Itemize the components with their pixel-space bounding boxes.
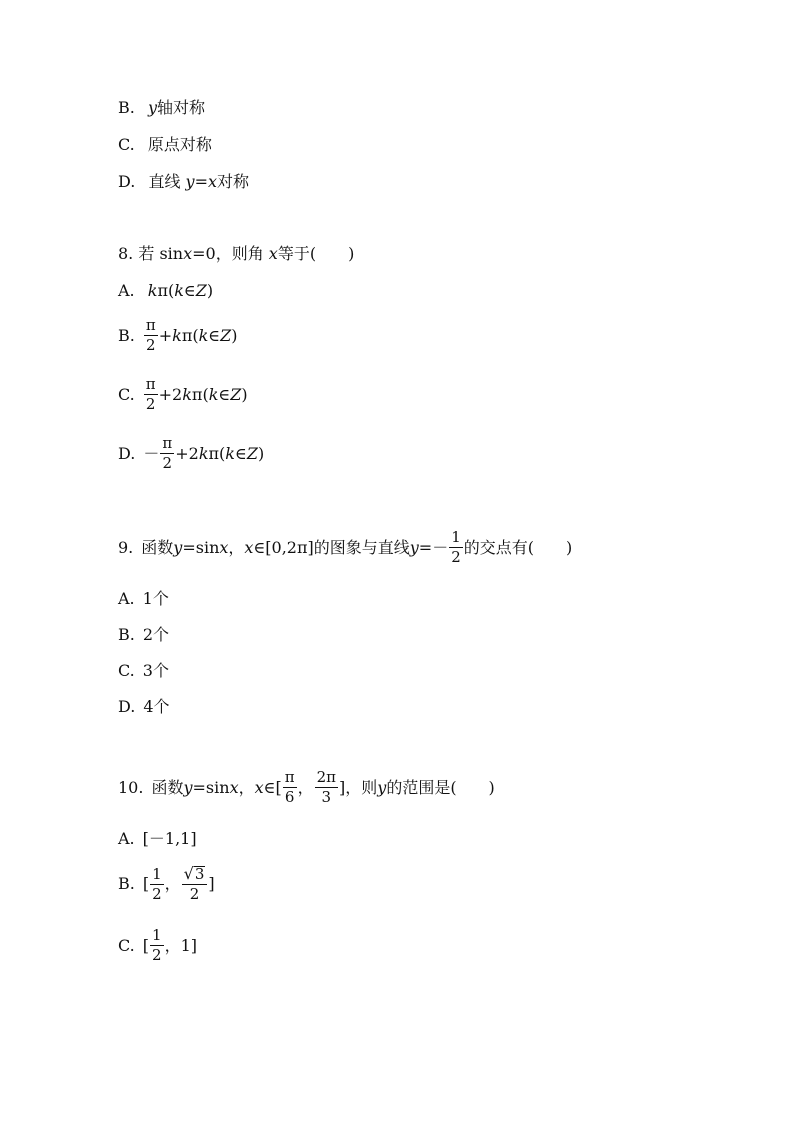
math-var: y (173, 537, 183, 557)
option-label: C. (118, 661, 135, 680)
math-op: +2 (158, 384, 183, 404)
q10-option-c (118, 928, 197, 963)
q9-option-c (118, 661, 169, 681)
math-in: ∈ (218, 384, 231, 404)
math-var: x (254, 777, 264, 797)
q8-stem (118, 244, 354, 264)
math-var: x (183, 244, 193, 263)
q8-option-b (118, 318, 238, 353)
option-label: A. (118, 829, 135, 848)
math-text: [ (142, 874, 150, 893)
math-pi: π (208, 443, 220, 463)
frac-num: 1 (152, 864, 162, 883)
math-paren: ) (206, 281, 214, 300)
math-var: y (377, 777, 387, 797)
math-text: ， (164, 874, 181, 893)
option-label: D. (118, 443, 136, 463)
option-label: B. (118, 98, 135, 117)
math-var: y (185, 172, 195, 191)
math-var: k (174, 281, 184, 300)
math-var: k (182, 384, 192, 404)
option-text: 直线 (148, 172, 181, 191)
option-label: B. (118, 625, 135, 644)
q7-option-b (118, 98, 205, 118)
math-set: Z (230, 384, 242, 404)
fraction (315, 770, 338, 805)
frac-num: π (145, 375, 156, 393)
frac-den: 2 (152, 884, 162, 903)
math-text: ， (164, 935, 181, 955)
fraction (144, 318, 158, 353)
math-text: =sin (192, 777, 230, 797)
math-in: ∈ (208, 325, 221, 345)
option-text: 3个 (142, 661, 169, 680)
q10-option-b (118, 866, 215, 902)
option-text: 对称 (217, 172, 250, 191)
question-number: 9. (118, 537, 134, 557)
math-in: ∈ (183, 281, 196, 300)
option-text: 原点对称 (147, 135, 212, 154)
q7-option-d (118, 172, 249, 192)
frac-den: 2 (146, 336, 156, 354)
math-text: ， (228, 537, 245, 557)
math-pi: π (191, 384, 203, 404)
fraction (150, 864, 164, 903)
sqrt-radical: √ (183, 864, 194, 883)
fraction (182, 866, 208, 902)
math-var: k (198, 325, 209, 345)
math-var: k (172, 325, 182, 345)
math-paren: ) (241, 384, 248, 404)
math-var: y (183, 777, 193, 797)
fraction (160, 436, 174, 471)
math-var: x (229, 777, 239, 797)
math-var: k (147, 281, 158, 300)
math-text: ] (208, 874, 215, 893)
math-set: Z (195, 281, 207, 300)
math-op: － (143, 443, 160, 463)
frac-den: 2 (162, 454, 173, 472)
frac-num: π (145, 316, 156, 334)
option-label: C. (118, 935, 135, 955)
math-var: x (244, 537, 254, 557)
q10-option-a (118, 829, 197, 849)
math-var: k (208, 384, 219, 404)
option-text: 1个 (142, 589, 169, 608)
option-label: C. (118, 135, 135, 154)
math-var: x (268, 244, 278, 263)
math-paren: ( (192, 325, 199, 345)
option-label: C. (118, 384, 135, 404)
option-text: 4个 (143, 697, 170, 716)
q9-option-d (118, 697, 170, 717)
frac-num: 1 (451, 528, 461, 546)
math-var: k (198, 443, 209, 463)
math-paren: ( (219, 443, 226, 463)
fraction (283, 770, 297, 805)
math-paren: ) (231, 325, 238, 345)
frac-den: 3 (321, 788, 332, 806)
math-set: Z (220, 325, 232, 345)
math-eq: = (194, 172, 208, 191)
sqrt-value: 3 (194, 865, 205, 883)
sqrt (184, 866, 206, 882)
math-text: ， (297, 777, 314, 797)
math-text: ∈[ (263, 777, 282, 797)
question-number: 10. (118, 777, 144, 797)
question-text: ∈[0,2π]的图象与直线 (253, 537, 410, 557)
option-label: B. (118, 874, 135, 893)
option-label: A. (118, 589, 135, 608)
fraction (150, 928, 164, 963)
option-text: 2个 (142, 625, 170, 644)
option-label: D. (118, 172, 136, 191)
frac-num: 2π (316, 768, 337, 786)
math-in: ∈ (234, 443, 247, 463)
math-text: =－ (418, 537, 449, 557)
math-pi: π (157, 281, 168, 300)
math-var: x (208, 172, 218, 191)
frac-den: 2 (189, 885, 200, 903)
math-pi: π (181, 325, 193, 345)
fraction (144, 377, 158, 412)
question-text: 8. 若 sin (118, 244, 184, 263)
question-text: 等于( ) (277, 244, 355, 263)
option-text: 轴对称 (156, 98, 205, 117)
q9-option-b (118, 625, 169, 645)
option-label: B. (118, 325, 135, 345)
frac-num (182, 866, 208, 885)
q9-stem (118, 530, 572, 565)
question-text: 的交点有( ) (463, 537, 573, 557)
math-text: [ (142, 935, 150, 955)
question-text: =0，则角 (192, 244, 264, 263)
question-text: 函数 (151, 777, 184, 797)
frac-den: 2 (451, 548, 461, 566)
question-text: 的范围是( ) (386, 777, 495, 797)
math-paren: ) (257, 443, 265, 463)
math-paren: ( (202, 384, 209, 404)
math-var: y (409, 537, 419, 557)
math-var: k (225, 443, 235, 463)
frac-num: 1 (152, 926, 162, 944)
q7-option-c (118, 135, 212, 155)
math-text: =sin (182, 537, 220, 557)
frac-den: 2 (152, 946, 162, 964)
math-paren: ( (167, 281, 175, 300)
frac-num: π (162, 434, 173, 452)
q10-stem (118, 770, 495, 805)
math-var: x (219, 537, 229, 557)
q9-option-a (118, 589, 169, 609)
math-text: ， (238, 777, 255, 797)
frac-den: 2 (145, 395, 156, 413)
frac-num: π (284, 768, 295, 786)
question-text: 函数 (141, 537, 174, 557)
q8-option-d (118, 436, 264, 471)
math-op: + (158, 325, 173, 345)
math-set: Z (246, 443, 258, 463)
q8-option-a (118, 281, 213, 301)
q8-option-c (118, 377, 248, 412)
option-text: [－1,1] (142, 829, 197, 848)
math-op: +2 (175, 443, 199, 463)
math-var: y (147, 98, 157, 117)
math-text: ]，则 (339, 777, 378, 797)
math-text: 1] (180, 935, 197, 955)
fraction (449, 530, 463, 565)
option-label: A. (118, 281, 135, 300)
frac-den: 6 (284, 788, 295, 806)
option-label: D. (118, 697, 136, 716)
